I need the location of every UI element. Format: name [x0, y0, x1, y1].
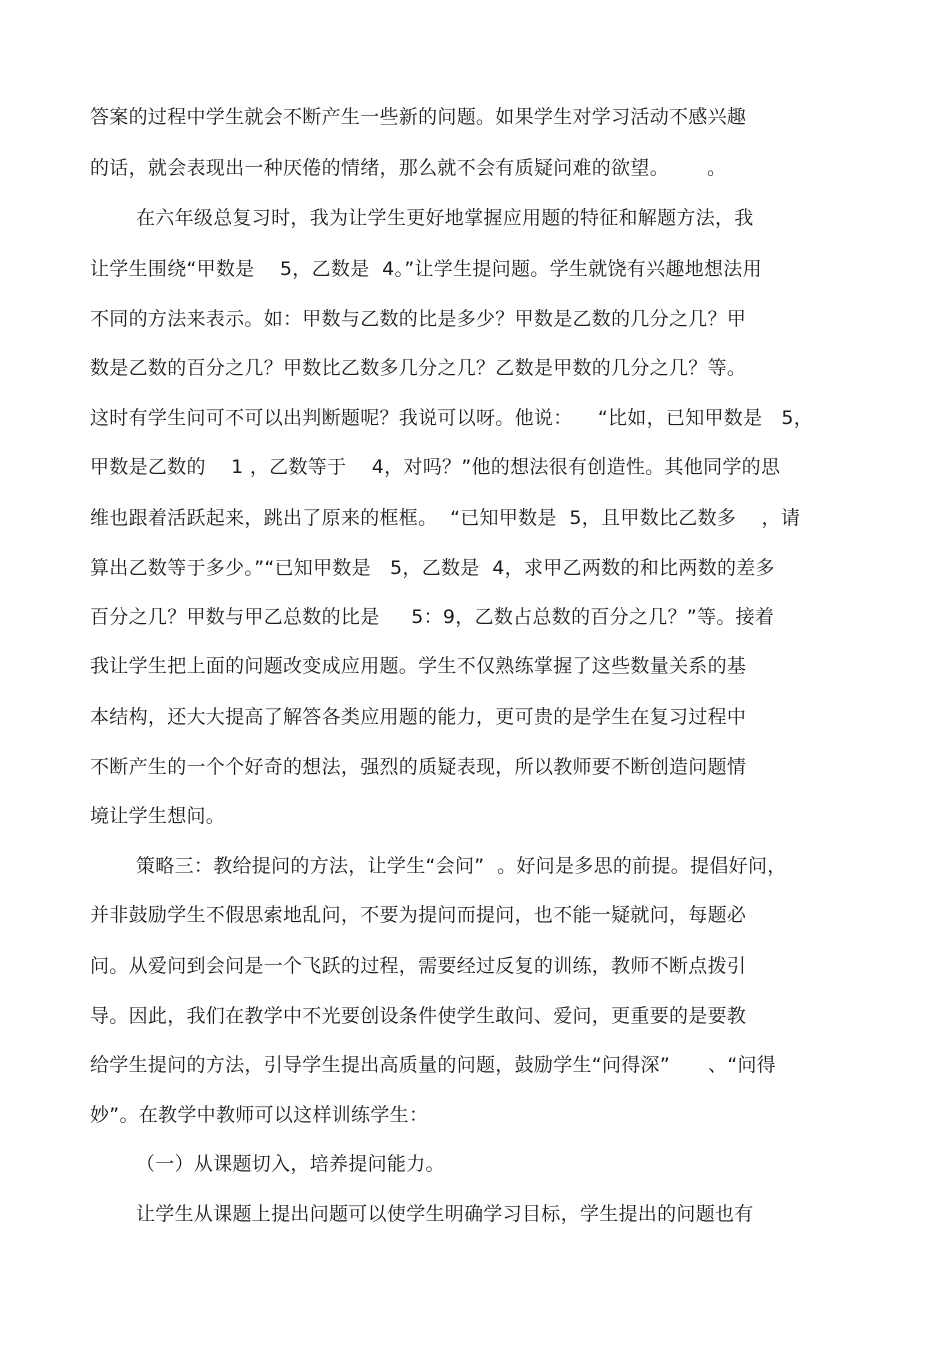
text-line: 给学生提问的方法，引导学生提出高质量的问题，鼓励学生“问得深” 、“问得 [90, 1054, 777, 1076]
text-line: （一）从课题切入，培养提问能力。 [136, 1153, 445, 1175]
text-line: 百分之几？甲数与甲乙总数的比是 5：9，乙数占总数的百分之几？”等。接着 [90, 606, 775, 628]
text-line: 策略三：教给提问的方法，让学生“会问” 。好问是多思的前提。提倡好问， [136, 855, 787, 877]
text-line: 甲数是乙数的 1 ，乙数等于 4，对吗？”他的想法很有创造性。其他同学的思 [90, 456, 781, 478]
text-line: 问。从爱问到会问是一个飞跃的过程，需要经过反复的训练，教师不断点拨引 [90, 955, 747, 977]
text-line: 让学生从课题上提出问题可以使学生明确学习目标，学生提出的问题也有 [136, 1203, 754, 1225]
text-line: 导。因此，我们在教学中不光要创设条件使学生敢问、爱问，更重要的是要教 [90, 1005, 747, 1027]
text-line: 这时有学生问可不可以出判断题呢？我说可以呀。他说： “比如，已知甲数是 5， [90, 407, 814, 429]
text-line: 的话，就会表现出一种厌倦的情绪，那么就不会有质疑问难的欲望。 。 [90, 157, 727, 179]
text-line: 并非鼓励学生不假思索地乱问，不要为提问而提问，也不能一疑就问，每题必 [90, 904, 747, 926]
text-line: 不断产生的一个个好奇的想法，强烈的质疑表现，所以教师要不断创造问题情 [90, 756, 747, 778]
text-line: 境让学生想问。 [90, 805, 226, 827]
text-line: 维也跟着活跃起来，跳出了原来的框框。 “已知甲数是 5，且甲数比乙数多 ，请 [90, 507, 801, 529]
text-line: 让学生围绕“甲数是 5，乙数是 4。”让学生提问题。学生就饶有兴趣地想法用 [90, 258, 762, 280]
text-line: 本结构，还大大提高了解答各类应用题的能力，更可贵的是学生在复习过程中 [90, 706, 747, 728]
text-line: 妙”。在教学中教师可以这样训练学生： [90, 1104, 429, 1126]
text-line: 数是乙数的百分之几？甲数比乙数多几分之几？乙数是甲数的几分之几？等。 [90, 357, 747, 379]
text-line: 答案的过程中学生就会不断产生一些新的问题。如果学生对学习活动不感兴趣 [90, 106, 747, 128]
text-line: 我让学生把上面的问题改变成应用题。学生不仅熟练掌握了这些数量关系的基 [90, 655, 747, 677]
text-line: 在六年级总复习时，我为让学生更好地掌握应用题的特征和解题方法，我 [136, 207, 754, 229]
text-line: 算出乙数等于多少。”“已知甲数是 5，乙数是 4，求甲乙两数的和比两数的差多 [90, 557, 775, 579]
text-line: 不同的方法来表示。如：甲数与乙数的比是多少？甲数是乙数的几分之几？甲 [90, 308, 747, 330]
